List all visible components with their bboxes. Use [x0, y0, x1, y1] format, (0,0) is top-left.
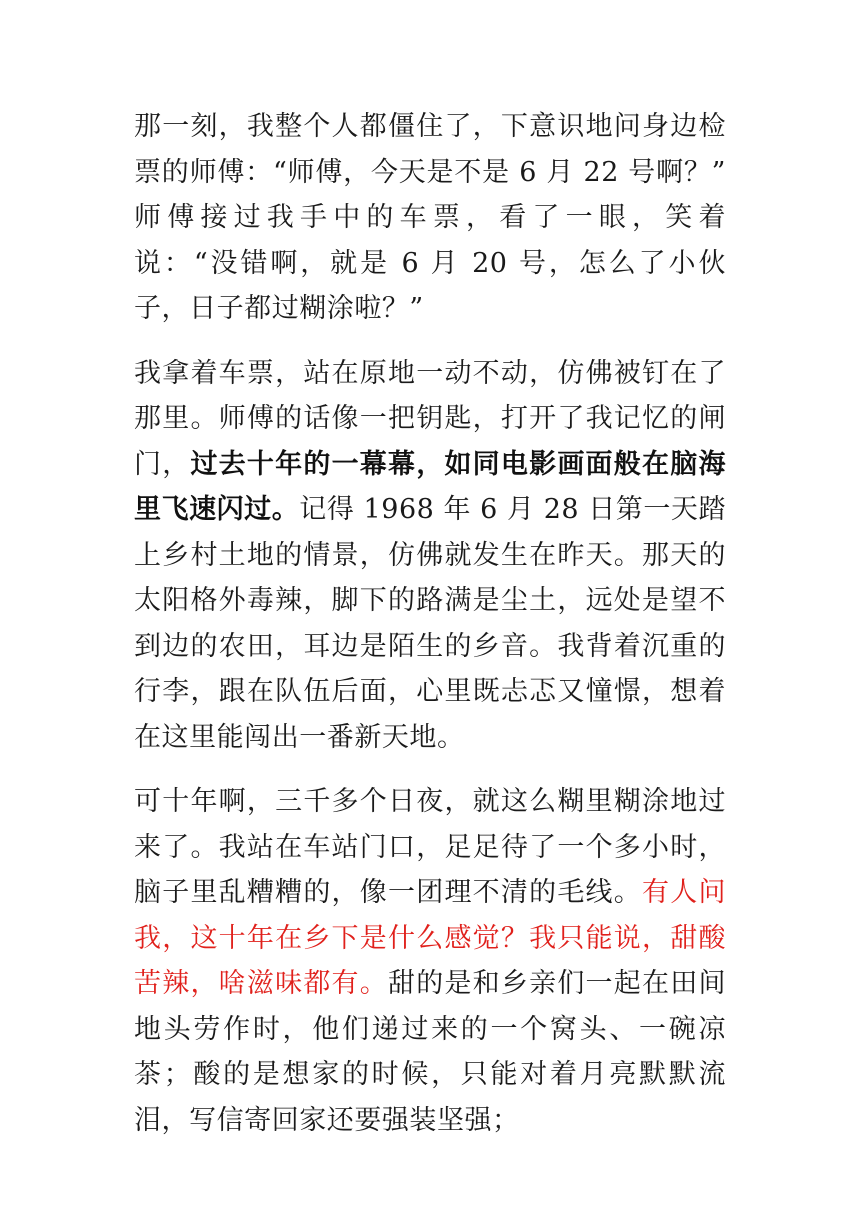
paragraph-memory: [134, 351, 726, 761]
paragraph-text: 那一刻，我整个人都僵住了，下意识地问身边检票的师傅：“师傅，今天是不是 6 月 22 号啊？” 师傅接过我手中的车票，看了一眼，笑着说：“没错啊，就是 6 月 20 号，怎么了小伙子，日子都过糊涂啦？”: [134, 111, 726, 324]
bold-highlight-text: 过去十年的一幕幕，如同电影画面般在脑海里飞速闪过。: [134, 448, 726, 525]
document-page: [134, 104, 726, 1143]
paragraph-ticket-question: [134, 104, 726, 332]
paragraph-ten-years: [134, 779, 726, 1143]
red-highlight-text: 有人问我，这十年在乡下是什么感觉？我只能说，甜酸苦辣，啥滋味都有。: [134, 877, 726, 999]
paragraph-text: 我拿着车票，站在原地一动不动，仿佛被钉在了那里。师傅的话像一把钥匙，打开了我记忆的闸门，: [134, 357, 726, 480]
paragraph-text: 甜的是和乡亲们一起在田间地头劳作时，他们递过来的一个窝头、一碗凉茶；酸的是想家的时候，只能对着月亮默默流泪，写信寄回家还要强装坚强；: [134, 968, 726, 1136]
paragraph-text: 可十年啊，三千多个日夜，就这么糊里糊涂地过来了。我站在车站门口，足足待了一个多小时，脑子里乱糟糟的，像一团理不清的毛线。: [134, 786, 726, 908]
paragraph-text: 记得 1968 年 6 月 28 日第一天踏上乡村土地的情景，仿佛就发生在昨天。那天的太阳格外毒辣，脚下的路满是尘土，远处是望不到边的农田，耳边是陌生的乡音。我背着沉重的行李，跟在队伍后面，心里既忐忑又憧憬，想着在这里能闯出一番新天地。: [134, 494, 726, 753]
